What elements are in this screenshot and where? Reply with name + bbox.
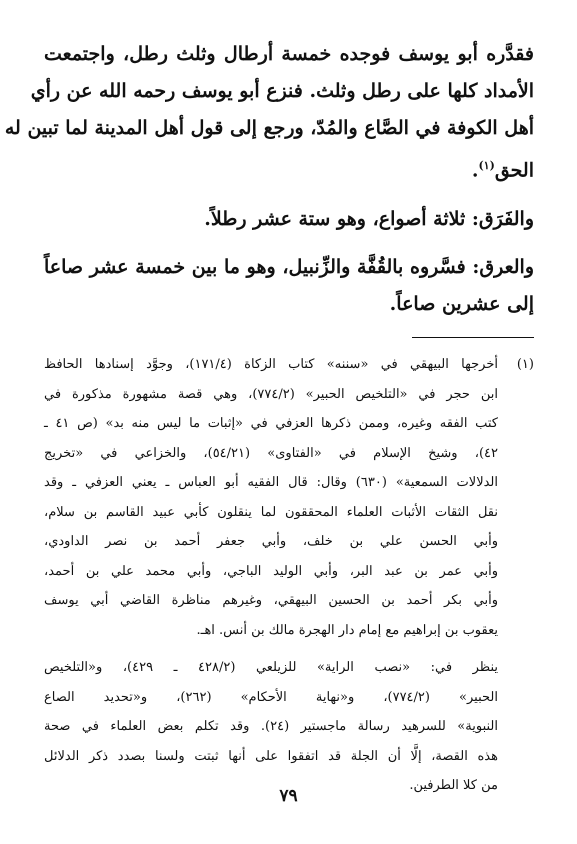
footnote-line-text: أخرجها البيهقي في «سننه» كتاب الزكاة (١٧١/٤)، وجوَّد إسنادها الحافظ [44, 357, 498, 373]
footnote-line: وأبي عمر بن عبد البر، وأبي الوليد الباجي، وأبي محمد علي بن أحمد، [44, 563, 498, 579]
text-line [44, 147, 534, 189]
footnote-1 [44, 350, 534, 645]
footnote-1-references [44, 653, 534, 801]
footnote-line: الدلالات السمعية» (٦٣٠) وقال: قال الفقيه أبو العباس ـ يعني العزفي ـ وقد [44, 475, 499, 491]
footnote-number: (١) [516, 357, 534, 373]
footnote-line: كتب الفقه وغيره، وممن ذكرها العزفي في «إثبات ما ليس منه بد» (ص ٤١ ـ [44, 416, 498, 432]
footnote-separator [412, 337, 534, 338]
text-line: والعرق: فسَّروه بالقُفَّة والزِّنبيل، وهو ما بين خمسة عشر صاعاً [44, 256, 534, 279]
page-number: ٧٩ [279, 786, 298, 806]
footnote-line: الحبير» (٧٧٤/٢)، و«نهاية الأحكام» (٢٦٢)، و«تحديد الصاع [44, 689, 498, 705]
footnote-line: ينظر في: «نصب الراية» للزيلعي (٤٢٨/٢ ـ ٤٢٩)، و«التلخيص [44, 660, 498, 676]
text-line-end: الحق [494, 159, 534, 182]
footnote-line: النبوية» للسرهيد رسالة ماجستير (٢٤). وقد تكلم بعض العلماء في صحة [44, 719, 498, 735]
text-line: والفَرَق: ثلاثة أصواع، وهو ستة عشر رطلاً. [204, 208, 534, 231]
text-line: الأمداد كلها على رطل وثلث. فنزع أبو يوسف رحمه الله عن رأي [30, 80, 534, 102]
footnote-line: نقل الثقات الأثبات العلماء المحققون لما ينقلون كأبي عبيد القاسم بن سلام، [44, 504, 498, 520]
footnote-line: هذه القصة، إلَّا أن الجلة قد اتفقوا على أنها ثبتت ولسنا بصدد ذكر الدلائل [44, 748, 498, 764]
footnote-line [44, 350, 534, 380]
text-line: فقدَّره أبو يوسف فوجده خمسة أرطال وثلث رطل، واجتمعت [44, 43, 534, 65]
text-line-period: . [471, 159, 479, 182]
footnote-line: ٤٢)، وشيخ الإسلام في «الفتاوى» (٥٤/٢١)، والخزاعي في «تخريج [44, 445, 498, 461]
footnote-line: من كلا الطرفين. [409, 778, 498, 794]
footnote-line: يعقوب بن إبراهيم مع إمام دار الهجرة مالك بن أنس. اهـ. [196, 622, 498, 638]
footnote-marker[interactable]: (١) [478, 159, 495, 172]
footnotes [44, 350, 534, 801]
book-page [4, 36, 534, 836]
footnote-line: وأبي الحسن علي بن خلف، وأبي جعفر أحمد بن نصر الداودي، [44, 534, 498, 550]
paragraph-araq [44, 249, 534, 323]
paragraph-faraq [44, 201, 534, 238]
footnote-line: وأبي بكر أحمد بن الحسين البيهقي، وغيرهم مناظرة القاضي أبي يوسف [44, 593, 498, 609]
text-line: أهل الكوفة في الصَّاع والمُدّ، ورجع إلى قول أهل المدينة لما تبين له [4, 117, 534, 139]
text-line: إلى عشرين صاعاً. [389, 293, 534, 316]
main-text [4, 36, 534, 323]
paragraph-measures [4, 36, 534, 189]
footnote-line: ابن حجر في «التلخيص الحبير» (٧٧٤/٢)، وهي قصة مشهورة مذكورة في [44, 386, 498, 402]
